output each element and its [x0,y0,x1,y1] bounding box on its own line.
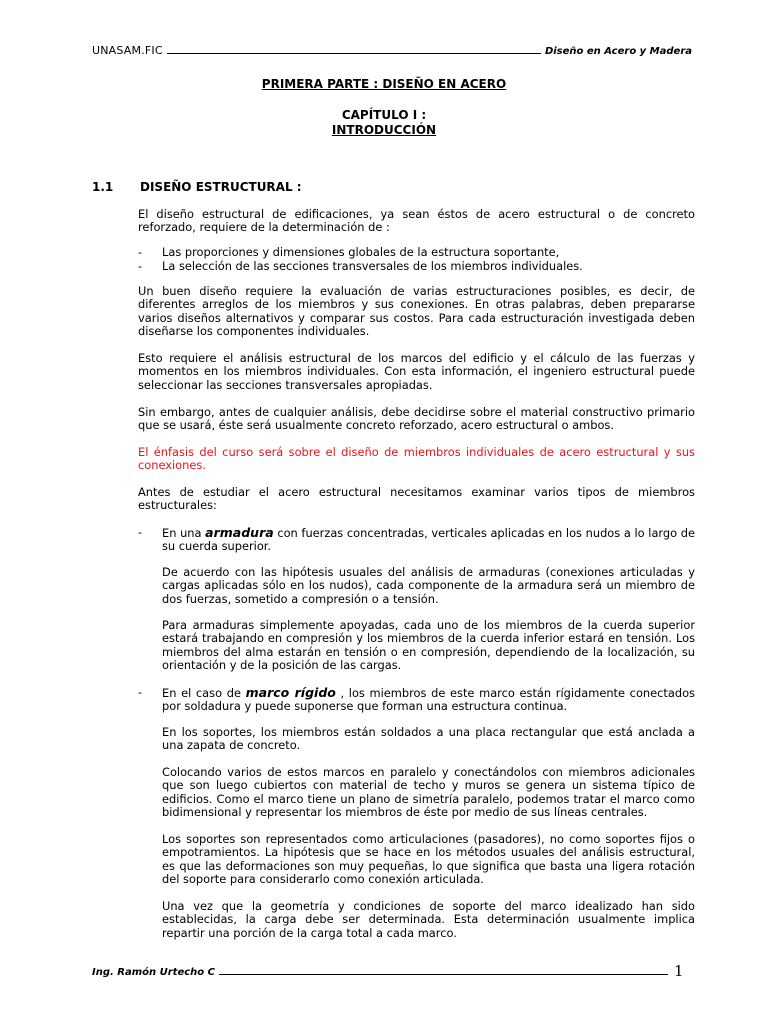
section-number: 1.1 [92,180,114,194]
paragraph: Sin embargo, antes de cualquier análisis, debe decidirse sobre el material constructivo primario que se usará, éste será usualmente concreto reforzado, acero estructural o ambos. [138,405,695,433]
paragraph: En los soportes, los miembros están soldados a una placa rectangular que está anclada a una zapata de concreto. [162,725,695,753]
paragraph: Esto requiere el análisis estructural de los marcos del edificio y el cálculo de las fuerzas y momentos en los miembros individuales. Con esta información, el ingeniero estructural puede seleccionar las secciones transversales apropiadas. [138,351,695,392]
footer-rule [219,966,668,975]
part-title: PRIMERA PARTE : DISEÑO EN ACERO [261,77,507,91]
list-item-text: En el caso de [162,686,246,700]
list-item-text: La selección de las secciones transversales de los miembros individuales. [162,259,583,273]
section-heading [92,180,302,194]
list-item-marco-rigido: - En el caso de marco rígido , los miembros de este marco están rígidamente conectados por soldadura y puede suponerse que forman una estructura continua. [138,685,695,714]
section-title: DISEÑO ESTRUCTURAL : [140,180,302,194]
paragraph: Colocando varios de estos marcos en paralelo y conectándolos con miembros adicionales que son luego cubiertos con material de techo y muros se genera un sistema típico de edificios. Como el marco tiene un plano de simetría paralelo, podemos tratar el marco como bidimensional y representar los miembros de éste por medio de sus líneas centrales. [162,765,695,820]
page-footer [92,966,672,978]
paragraph: Una vez que la geometría y condiciones de soporte del marco idealizado han sido establecidas, la carga debe ser determinada. Esta determinación usualmente implica repartir una porción de la carga total a cada marco. [162,899,695,940]
page-number: 1 [674,962,684,980]
footer-author: Ing. Ramón Urtecho C [92,967,215,978]
paragraph: Un buen diseño requiere la evaluación de varias estructuraciones posibles, es decir, de diferentes arreglos de los miembros y sus conexiones. En otras palabras, deben prepararse varios diseños alternativos y comparar sus costos. Para cada estructuración investigada deben diseñarse los componentes individuales. [138,284,695,339]
paragraph: Los soportes son representados como articulaciones (pasadores), no como soportes fijos o empotramientos. La hipótesis que se hace en los métodos usuales del análisis estructural, es que las deformaciones son muy pequeñas, lo que significa que basta una ligera rotación del soporte para considerarlo como conexión articulada. [162,832,695,887]
list-item: - La selección de las secciones transversales de los miembros individuales. [138,260,695,273]
list-item: - Las proporciones y dimensiones globales de la estructura soportante, [138,246,695,259]
list-item-text: con fuerzas concentradas, verticales aplicadas en los nudos a lo largo de su cuerda superior. [162,526,696,554]
page-header [92,44,692,57]
emphasis-paragraph: El énfasis del curso será sobre el diseño de miembros individuales de acero estructural y sus conexiones. [138,445,695,473]
term-marco-rigido: marco rígido [245,685,336,700]
header-rule [167,44,541,54]
list-item-text: Las proporciones y dimensiones globales de la estructura soportante, [162,245,560,259]
header-institution: UNASAM.FIC [92,44,163,57]
list-item-text: , los miembros de este marco están rígidamente conectados por soldadura y puede suponerse que forman una estructura continua. [162,686,695,714]
header-course: Diseño en Acero y Madera [544,46,692,57]
list-item-text: En una [162,526,206,540]
paragraph: Para armaduras simplemente apoyadas, cada uno de los miembros de la cuerda superior estará trabajando en compresión y los miembros de la cuerda inferior estará en tensión. Los miembros del alma estarán en tensión o en compresión, dependiendo de la localización, su orientación y de la posición de las cargas. [162,618,695,673]
list-item-armadura: - En una armadura con fuerzas concentradas, verticales aplicadas en los nudos a lo largo de su cuerda superior. [138,525,696,554]
paragraph: De acuerdo con las hipótesis usuales del análisis de armaduras (conexiones articuladas y cargas aplicadas sólo en los nudos), cada componente de la armadura será un miembro de dos fuerzas, sometido a compresión o a tensión. [162,565,695,606]
chapter-name: INTRODUCCIÓN [331,123,437,137]
term-armadura: armadura [205,525,274,540]
paragraph: El diseño estructural de edificaciones, ya sean éstos de acero estructural o de concreto reforzado, requiere de la determinación de : [138,207,695,235]
chapter-title: CAPÍTULO I : [341,108,427,122]
paragraph: Antes de estudiar el acero estructural necesitamos examinar varios tipos de miembros estructurales: [138,485,695,513]
